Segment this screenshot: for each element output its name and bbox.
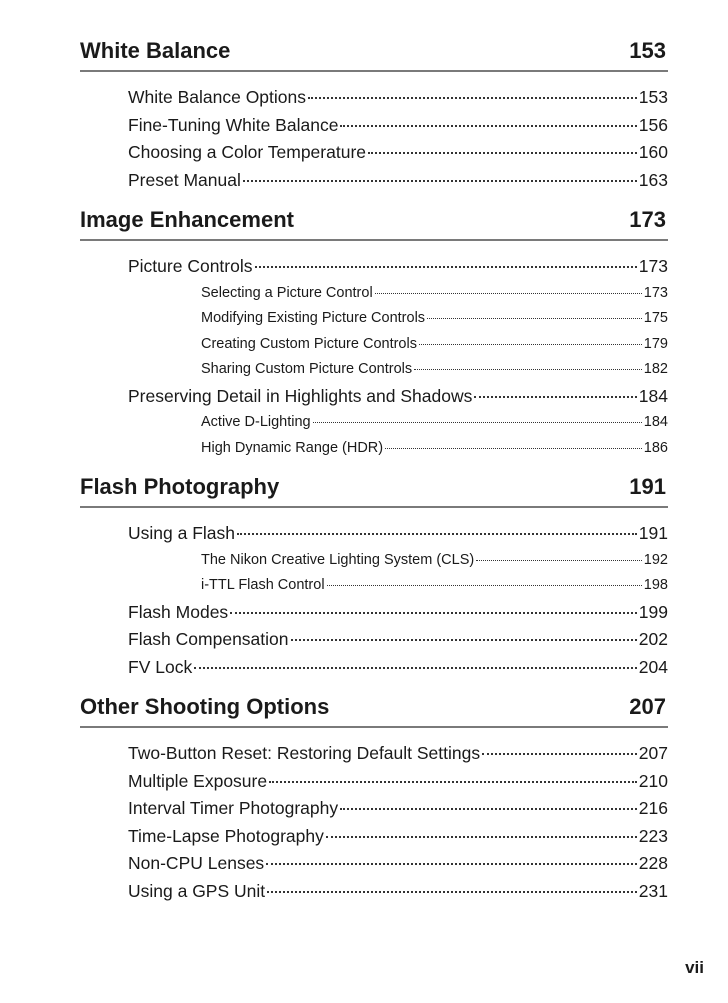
section-title: Flash Photography bbox=[80, 474, 280, 499]
dot-leader bbox=[482, 753, 637, 755]
toc-subentry[interactable] bbox=[201, 357, 668, 383]
entry-page-number: 199 bbox=[638, 601, 668, 622]
entry-title: Choosing a Color Temperature bbox=[128, 142, 367, 162]
toc-subentry[interactable] bbox=[201, 573, 668, 599]
toc-subentry[interactable] bbox=[201, 281, 668, 307]
toc-subentry[interactable] bbox=[201, 332, 668, 358]
entry-page-number: 202 bbox=[638, 629, 668, 649]
toc-entry[interactable] bbox=[128, 253, 668, 281]
toc-entry[interactable] bbox=[128, 599, 668, 627]
section-title: Other Shooting Options bbox=[80, 694, 330, 719]
entry-page-number: 223 bbox=[638, 825, 668, 846]
dot-leader bbox=[419, 344, 642, 345]
toc-entry[interactable] bbox=[128, 139, 668, 167]
toc-section bbox=[80, 36, 668, 194]
toc-subentry[interactable] bbox=[201, 410, 668, 436]
toc-entry[interactable] bbox=[128, 84, 668, 112]
entry-page-number: 228 bbox=[638, 853, 668, 873]
entry-page-number: 184 bbox=[638, 385, 668, 406]
entry-title: Non-CPU Lenses bbox=[128, 853, 265, 873]
toc-entry[interactable] bbox=[128, 520, 668, 548]
dot-leader bbox=[427, 318, 642, 319]
table-of-contents bbox=[80, 36, 668, 916]
toc-entry[interactable] bbox=[128, 654, 668, 682]
dot-leader bbox=[255, 266, 637, 268]
dot-leader bbox=[368, 152, 637, 154]
section-title: Image Enhancement bbox=[80, 207, 294, 232]
entry-page-number: 210 bbox=[638, 770, 668, 791]
dot-leader bbox=[414, 369, 642, 370]
entry-title: High Dynamic Range (HDR) bbox=[201, 439, 384, 456]
section-page-number: 153 bbox=[629, 38, 666, 63]
section-heading[interactable] bbox=[80, 692, 668, 728]
dot-leader bbox=[194, 667, 637, 669]
entry-page-number: 182 bbox=[643, 361, 668, 377]
entry-title: Interval Timer Photography bbox=[128, 798, 339, 818]
entry-page-number: 216 bbox=[638, 798, 668, 818]
toc-section bbox=[80, 692, 668, 905]
entry-page-number: 175 bbox=[643, 310, 668, 326]
entry-title: Preset Manual bbox=[128, 169, 241, 190]
entry-page-number: 163 bbox=[638, 169, 668, 190]
dot-leader bbox=[269, 781, 637, 783]
entry-title: Using a GPS Unit bbox=[128, 880, 266, 901]
entry-page-number: 156 bbox=[638, 114, 668, 135]
dot-leader bbox=[243, 180, 637, 182]
entry-title: Selecting a Picture Control bbox=[201, 284, 373, 301]
dot-leader bbox=[291, 639, 637, 641]
dot-leader bbox=[476, 560, 642, 561]
dot-leader bbox=[375, 293, 642, 294]
entry-page-number: 184 bbox=[643, 414, 668, 430]
toc-subentry[interactable] bbox=[201, 548, 668, 574]
dot-leader bbox=[308, 97, 637, 99]
dot-leader bbox=[237, 533, 637, 535]
toc-entry[interactable] bbox=[128, 850, 668, 878]
section-title: White Balance bbox=[80, 38, 231, 63]
dot-leader bbox=[326, 836, 637, 838]
section-heading[interactable] bbox=[80, 472, 668, 508]
toc-subentry[interactable] bbox=[201, 306, 668, 332]
section-page-number: 173 bbox=[629, 207, 666, 232]
dot-leader bbox=[267, 891, 637, 893]
entry-page-number: 186 bbox=[643, 439, 668, 456]
entry-title: Preserving Detail in Highlights and Shadows bbox=[128, 385, 473, 406]
entry-title: White Balance Options bbox=[128, 87, 307, 107]
entry-page-number: 160 bbox=[638, 142, 668, 162]
entry-title: Flash Modes bbox=[128, 601, 229, 622]
entry-page-number: 231 bbox=[638, 880, 668, 901]
toc-entry[interactable] bbox=[128, 626, 668, 654]
dot-leader bbox=[340, 125, 636, 127]
entry-title: FV Lock bbox=[128, 656, 193, 677]
entry-title: Active D-Lighting bbox=[201, 414, 311, 430]
entry-page-number: 173 bbox=[643, 284, 668, 301]
dot-leader bbox=[327, 585, 642, 586]
entry-title: Modifying Existing Picture Controls bbox=[201, 310, 426, 326]
entry-page-number: 198 bbox=[643, 577, 668, 593]
toc-entry[interactable] bbox=[128, 795, 668, 823]
dot-leader bbox=[313, 422, 642, 423]
entry-title: The Nikon Creative Lighting System (CLS) bbox=[201, 551, 475, 568]
dot-leader bbox=[474, 396, 636, 398]
entry-title: Time-Lapse Photography bbox=[128, 825, 324, 846]
entry-title: Multiple Exposure bbox=[128, 770, 268, 791]
entry-page-number: 207 bbox=[638, 743, 668, 763]
entry-page-number: 191 bbox=[638, 523, 668, 543]
entry-page-number: 173 bbox=[638, 256, 668, 276]
section-heading[interactable] bbox=[80, 36, 668, 72]
toc-entry[interactable] bbox=[128, 768, 668, 796]
toc-entry[interactable] bbox=[128, 740, 668, 768]
entry-title: Creating Custom Picture Controls bbox=[201, 335, 417, 352]
dot-leader bbox=[385, 448, 642, 449]
entry-title: Two-Button Reset: Restoring Default Settings bbox=[128, 743, 481, 763]
page-number: vii bbox=[685, 958, 704, 977]
entry-title: Picture Controls bbox=[128, 256, 253, 276]
section-page-number: 191 bbox=[629, 474, 666, 499]
dot-leader bbox=[340, 808, 637, 810]
entry-page-number: 192 bbox=[643, 551, 668, 568]
toc-subentry[interactable] bbox=[201, 436, 668, 462]
dot-leader bbox=[266, 863, 637, 865]
toc-entry[interactable] bbox=[128, 167, 668, 195]
toc-entry[interactable] bbox=[128, 823, 668, 851]
entry-title: Fine-Tuning White Balance bbox=[128, 114, 339, 135]
section-heading[interactable] bbox=[80, 205, 668, 241]
entry-page-number: 153 bbox=[638, 87, 668, 107]
dot-leader bbox=[230, 612, 637, 614]
entry-title: Using a Flash bbox=[128, 523, 235, 543]
entry-page-number: 179 bbox=[643, 335, 668, 352]
toc-entry[interactable] bbox=[128, 878, 668, 906]
entry-title: Sharing Custom Picture Controls bbox=[201, 361, 413, 377]
toc-section bbox=[80, 205, 668, 461]
entry-page-number: 204 bbox=[638, 656, 668, 677]
toc-entry[interactable] bbox=[128, 112, 668, 140]
entry-title: i-TTL Flash Control bbox=[201, 577, 325, 593]
toc-entry[interactable] bbox=[128, 383, 668, 411]
section-page-number: 207 bbox=[629, 694, 666, 719]
entry-title: Flash Compensation bbox=[128, 629, 289, 649]
toc-section bbox=[80, 472, 668, 681]
